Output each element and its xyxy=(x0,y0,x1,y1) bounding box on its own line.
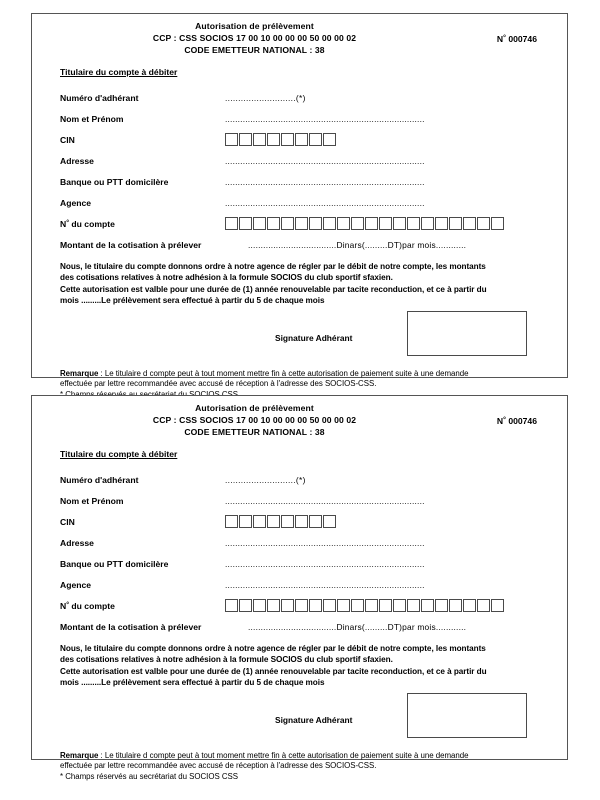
char-box[interactable] xyxy=(281,217,294,230)
remark-line-1-rest: : Le titulaire d compte peut à tout moment mettre fin à cette autorisation de paiement suite à une demande xyxy=(98,368,469,378)
field-row-numero-compte xyxy=(60,213,543,234)
form-title: Autorisation de prélèvement xyxy=(195,21,314,31)
field-row-montant-cotisation xyxy=(60,616,543,637)
char-box[interactable] xyxy=(421,217,434,230)
field-label-nom-prenom: Nom et Prénom xyxy=(60,495,124,506)
char-box[interactable] xyxy=(281,133,294,146)
char-box[interactable] xyxy=(463,599,476,612)
signature-box[interactable] xyxy=(407,693,527,738)
remark-line-1-rest: : Le titulaire d compte peut à tout moment mettre fin à cette autorisation de paiement suite à une demande xyxy=(98,750,469,760)
remark-line-2: effectuée par lettre recommandée avec accusé de réception à l'adresse des SOCIOS-CSS. xyxy=(60,761,377,771)
field-input-banque-ptt[interactable]: ............................................................................... xyxy=(225,558,425,569)
form-serial-number xyxy=(497,416,537,426)
authorization-form-copy-2 xyxy=(31,395,568,781)
signature-area xyxy=(60,311,543,363)
form-header xyxy=(32,396,567,444)
field-input-numero-compte-boxes[interactable] xyxy=(225,599,504,612)
field-row-numero-adherant xyxy=(60,469,543,490)
field-input-numero-adherant[interactable]: ...........................(*) xyxy=(225,474,306,485)
field-input-adresse[interactable]: ............................................................................... xyxy=(225,537,425,548)
char-box[interactable] xyxy=(295,599,308,612)
signature-box[interactable] xyxy=(407,311,527,356)
field-label-montant-cotisation: Montant de la cotisation à prélever xyxy=(60,621,202,632)
form-body xyxy=(32,444,567,782)
paragraph-line-4: mois .........Le prélèvement sera effectué à partir du 5 de chaque mois xyxy=(60,296,325,306)
field-input-nom-prenom[interactable]: ............................................................................... xyxy=(225,113,425,124)
section-title-account-holder: Titulaire du compte à débiter xyxy=(60,449,178,459)
paragraph-line-3: Cette autorisation est valble pour une durée de (1) année renouvelable par tacite reconduction, et ce à partir du xyxy=(60,666,487,676)
label-du-compte: du compte xyxy=(69,600,115,611)
char-box[interactable] xyxy=(365,217,378,230)
remark-block xyxy=(60,751,543,783)
char-box[interactable] xyxy=(225,599,238,612)
form-national-code-line: CODE EMETTEUR NATIONAL : 38 xyxy=(184,426,325,437)
char-box[interactable] xyxy=(281,599,294,612)
char-box[interactable] xyxy=(309,599,322,612)
char-box[interactable] xyxy=(225,133,238,146)
field-input-agence[interactable]: ............................................................................... xyxy=(225,197,425,208)
char-box[interactable] xyxy=(337,217,350,230)
serial-prefix: N xyxy=(496,416,504,426)
degree-sign-icon: ° xyxy=(503,417,506,424)
field-input-cin-boxes[interactable] xyxy=(225,133,336,146)
field-label-banque-ptt: Banque ou PTT domicilère xyxy=(60,558,169,569)
form-ccp-line: CCP : CSS SOCIOS 17 00 10 00 00 00 50 00 00 02 xyxy=(152,414,357,425)
field-label-agence: Agence xyxy=(60,197,92,208)
char-box[interactable] xyxy=(421,599,434,612)
form-header xyxy=(32,14,567,62)
field-row-montant-cotisation xyxy=(60,234,543,255)
char-box[interactable] xyxy=(309,515,322,528)
field-input-montant-cotisation[interactable]: ...................................Dinars(.........DT)par mois............ xyxy=(248,239,467,250)
signature-label: Signature Adhérant xyxy=(275,332,353,343)
form-title: Autorisation de prélèvement xyxy=(195,403,314,413)
paragraph-line-1: Nous, le titulaire du compte donnons ordre à notre agence de régler par le débit de notre compte, les montants xyxy=(60,262,486,271)
authorization-form-copy-1 xyxy=(31,13,568,389)
field-input-numero-adherant[interactable]: ...........................(*) xyxy=(225,92,306,103)
field-input-nom-prenom[interactable]: ............................................................................... xyxy=(225,495,425,506)
form-ccp-line: CCP : CSS SOCIOS 17 00 10 00 00 00 50 00 00 02 xyxy=(152,32,357,43)
field-label-numero-adherant: Numéro d'adhérant xyxy=(60,474,139,485)
char-box[interactable] xyxy=(253,133,266,146)
remark-line-2: effectuée par lettre recommandée avec accusé de réception à l'adresse des SOCIOS-CSS. xyxy=(60,379,377,389)
char-box[interactable] xyxy=(407,217,420,230)
field-label-nom-prenom: Nom et Prénom xyxy=(60,113,124,124)
header-center-block xyxy=(32,403,567,438)
char-box[interactable] xyxy=(379,599,392,612)
char-box[interactable] xyxy=(323,133,336,146)
char-box[interactable] xyxy=(309,217,322,230)
paragraph-line-2: des cotisations relatives à notre adhésion à la formule SOCIOS du club sportif sfaxien. xyxy=(60,273,393,283)
char-box[interactable] xyxy=(477,599,490,612)
remark-bold-label: Remarque xyxy=(60,368,99,378)
signature-area xyxy=(60,693,543,745)
paragraph-line-1: Nous, le titulaire du compte donnons ordre à notre agence de régler par le débit de notre compte, les montants xyxy=(60,644,486,653)
char-box[interactable] xyxy=(267,217,280,230)
char-box[interactable] xyxy=(267,133,280,146)
field-label-banque-ptt: Banque ou PTT domicilère xyxy=(60,176,169,187)
char-box[interactable] xyxy=(491,599,504,612)
field-label-adresse: Adresse xyxy=(60,537,94,548)
authorization-paragraph xyxy=(60,261,543,307)
paragraph-line-4: mois .........Le prélèvement sera effectué à partir du 5 de chaque mois xyxy=(60,678,325,688)
char-box[interactable] xyxy=(323,515,336,528)
serial-prefix: N xyxy=(496,34,504,44)
field-input-cin-boxes[interactable] xyxy=(225,515,336,528)
char-box[interactable] xyxy=(379,217,392,230)
char-box[interactable] xyxy=(225,515,238,528)
char-box[interactable] xyxy=(323,599,336,612)
field-row-banque-ptt xyxy=(60,171,543,192)
remark-line-3: * Champs réservés au secrétariat du SOCIOS CSS xyxy=(60,771,238,781)
char-box[interactable] xyxy=(295,217,308,230)
remark-line-1 xyxy=(60,751,543,762)
form-serial-number xyxy=(497,34,537,44)
field-label-adresse: Adresse xyxy=(60,155,94,166)
char-box[interactable] xyxy=(337,599,350,612)
char-box[interactable] xyxy=(407,599,420,612)
field-input-adresse[interactable]: ............................................................................... xyxy=(225,155,425,166)
remark-bold-label: Remarque xyxy=(60,750,99,760)
remark-line-1 xyxy=(60,369,543,380)
char-box[interactable] xyxy=(295,515,308,528)
paragraph-line-2: des cotisations relatives à notre adhésion à la formule SOCIOS du club sportif sfaxien. xyxy=(60,655,393,665)
char-box[interactable] xyxy=(435,599,448,612)
char-box[interactable] xyxy=(393,599,406,612)
char-box[interactable] xyxy=(239,217,252,230)
field-label-cin: CIN xyxy=(60,134,75,145)
char-box[interactable] xyxy=(351,599,364,612)
char-box[interactable] xyxy=(281,515,294,528)
char-box[interactable] xyxy=(253,599,266,612)
field-label-montant-cotisation: Montant de la cotisation à prélever xyxy=(60,239,202,250)
field-label-agence: Agence xyxy=(60,579,92,590)
degree-sign-icon: ° xyxy=(66,219,70,227)
label-n: N xyxy=(60,218,67,229)
field-row-adresse xyxy=(60,532,543,553)
char-box[interactable] xyxy=(323,217,336,230)
field-row-numero-compte xyxy=(60,595,543,616)
field-row-nom-prenom xyxy=(60,490,543,511)
degree-sign-icon: ° xyxy=(66,601,70,609)
field-label-cin: CIN xyxy=(60,516,75,527)
char-box[interactable] xyxy=(253,217,266,230)
char-box[interactable] xyxy=(463,217,476,230)
char-box[interactable] xyxy=(239,133,252,146)
form-national-code-line: CODE EMETTEUR NATIONAL : 38 xyxy=(184,44,325,55)
field-label-numero-compte xyxy=(60,219,225,229)
char-box[interactable] xyxy=(239,599,252,612)
char-box[interactable] xyxy=(435,217,448,230)
degree-sign-icon: ° xyxy=(503,35,506,42)
field-row-adresse xyxy=(60,150,543,171)
char-box[interactable] xyxy=(267,515,280,528)
serial-value: 000746 xyxy=(508,416,537,426)
char-box[interactable] xyxy=(225,217,238,230)
form-body xyxy=(32,62,567,400)
char-box[interactable] xyxy=(295,133,308,146)
char-box[interactable] xyxy=(491,217,504,230)
paragraph-line-3: Cette autorisation est valble pour une durée de (1) année renouvelable par tacite reconduction, et ce à partir du xyxy=(60,284,487,294)
field-input-numero-compte-boxes[interactable] xyxy=(225,217,504,230)
field-row-agence xyxy=(60,574,543,595)
field-row-cin xyxy=(60,129,543,150)
field-label-numero-adherant: Numéro d'adhérant xyxy=(60,92,139,103)
char-box[interactable] xyxy=(477,217,490,230)
char-box[interactable] xyxy=(267,599,280,612)
field-row-banque-ptt xyxy=(60,553,543,574)
char-box[interactable] xyxy=(449,599,462,612)
char-box[interactable] xyxy=(449,217,462,230)
field-row-numero-adherant xyxy=(60,87,543,108)
char-box[interactable] xyxy=(239,515,252,528)
label-du-compte: du compte xyxy=(69,218,115,229)
char-box[interactable] xyxy=(309,133,322,146)
field-row-cin xyxy=(60,511,543,532)
serial-value: 000746 xyxy=(508,34,537,44)
field-input-agence[interactable]: ............................................................................... xyxy=(225,579,425,590)
char-box[interactable] xyxy=(393,217,406,230)
char-box[interactable] xyxy=(351,217,364,230)
field-input-banque-ptt[interactable]: ............................................................................... xyxy=(225,176,425,187)
section-title-account-holder: Titulaire du compte à débiter xyxy=(60,67,178,77)
field-label-numero-compte xyxy=(60,601,225,611)
char-box[interactable] xyxy=(253,515,266,528)
header-center-block xyxy=(32,21,567,56)
field-input-montant-cotisation[interactable]: ...................................Dinars(.........DT)par mois............ xyxy=(248,621,467,632)
authorization-paragraph xyxy=(60,643,543,689)
field-row-nom-prenom xyxy=(60,108,543,129)
label-n: N xyxy=(60,600,67,611)
signature-label: Signature Adhérant xyxy=(275,714,353,725)
char-box[interactable] xyxy=(365,599,378,612)
field-row-agence xyxy=(60,192,543,213)
